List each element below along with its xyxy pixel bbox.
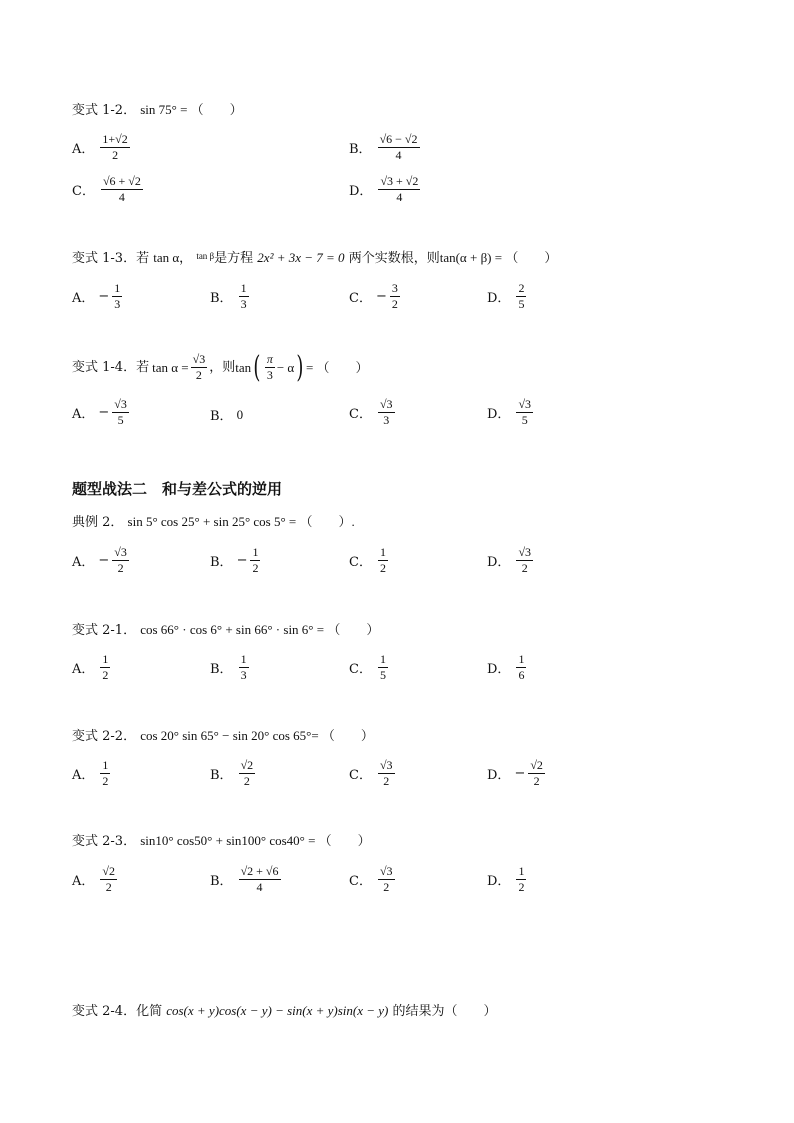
fraction: $\frac{√3}{2}$ [114, 545, 127, 575]
q2-4-stem: 变式 2-4．化简 cos(x + y)cos(x − y) − sin(x + y)sin(x − y) 的结果为（ ） [72, 1003, 497, 1019]
ex2-stem: 典例 2． sin 5° cos 25° + sin 25° cos 5° = （ ）. [72, 514, 355, 530]
fraction: $\frac{\pi}{3}$ [266, 352, 273, 382]
ex2-option-a[interactable]: A． − $\frac{√3}{2}$ [72, 545, 127, 575]
fraction: $\frac{√3}{5}$ [518, 397, 532, 427]
q1-3-option-c[interactable]: C． − $\frac{3}{2}$ [349, 281, 398, 311]
q1-4-option-c[interactable]: C． $\frac{√3}{3}$ [349, 397, 393, 427]
fraction: $\frac{1}{3}$ [240, 281, 247, 311]
fraction: $\frac{1}{2}$ [102, 758, 109, 788]
q2-2-option-a[interactable]: A． $\frac{1}{2}$ [72, 758, 109, 788]
fraction: $\frac{1}{2}$ [252, 545, 259, 575]
ex2-option-b[interactable]: B． − $\frac{1}{2}$ [210, 545, 259, 575]
fraction: $\frac{√6 - √2}{4}$ [379, 132, 418, 162]
ex2-option-d[interactable]: D． $\frac{√3}{2}$ [487, 545, 532, 575]
q2-1-option-a[interactable]: A． $\frac{1}{2}$ [72, 652, 109, 682]
q2-2-option-d[interactable]: D． − $\frac{√2}{2}$ [487, 758, 543, 788]
fraction: $\frac{1}{3}$ [114, 281, 121, 311]
q1-2-expr: sin 75° = （ ） [140, 102, 243, 117]
section-heading: 题型战法二 和与差公式的逆用 [72, 480, 283, 498]
fraction: $\frac{√6 + √2}{4}$ [102, 174, 141, 204]
q1-3-tan-alpha: tan α， [153, 250, 193, 265]
fraction: $\frac{1}{3}$ [240, 652, 247, 682]
fraction: $\frac{1}{5}$ [379, 652, 386, 682]
fraction: $\frac{√3}{2}$ [379, 758, 393, 788]
fraction: $\frac{√3}{3}$ [379, 397, 393, 427]
q2-3-option-a[interactable]: A． $\frac{√2}{2}$ [72, 864, 115, 894]
q1-2-option-b[interactable]: B． $\frac{√6 - √2}{4}$ [349, 132, 418, 162]
fraction: $\frac{1}{2}$ [102, 652, 109, 682]
q2-3-option-c[interactable]: C． $\frac{√3}{2}$ [349, 864, 393, 894]
fraction: $\frac{√3}{2}$ [192, 352, 206, 382]
q2-2-stem: 变式 2-2． cos 20° sin 65° − sin 20° cos 65°= （ ） [72, 728, 374, 744]
q2-2-option-c[interactable]: C． $\frac{√3}{2}$ [349, 758, 393, 788]
q1-3-stem: 变式 1-3．若 tan α， $^{tan \beta}$是方程 2x² + 3x − 7 = 0 两个实数根，则tan(α + β) = （ ） [72, 250, 558, 266]
ex2-option-c[interactable]: C． $\frac{1}{2}$ [349, 545, 386, 575]
q1-4-stem: 变式 1-4．若 tan α = $\frac{√3}{2}$ ，则 tan ( $\frac{\pi}{3}$ − α ) = （ ） [72, 349, 369, 385]
q2-2-option-b[interactable]: B． $\frac{√2}{2}$ [210, 758, 254, 788]
q1-2-title: 变式 1-2． [72, 103, 137, 118]
q1-3-option-d[interactable]: D． $\frac{2}{5}$ [487, 281, 525, 311]
fraction: $\frac{√3 + √2}{4}$ [380, 174, 419, 204]
q2-3-option-d[interactable]: D． $\frac{1}{2}$ [487, 864, 525, 894]
q1-2-option-a[interactable]: A． $\frac{1+√2}{2}$ [72, 132, 128, 162]
q1-2-option-c[interactable]: C． $\frac{√6 + √2}{4}$ [72, 174, 141, 204]
q1-3-tan-beta: tan β [196, 251, 215, 261]
q1-3-ask: tan(α + β) = （ ） [439, 250, 558, 265]
fraction: $\frac{1}{2}$ [379, 545, 386, 575]
q1-3-equation: 2x² + 3x − 7 = 0 [257, 250, 345, 265]
fraction: $\frac{3}{2}$ [391, 281, 398, 311]
q2-1-option-d[interactable]: D． $\frac{1}{6}$ [487, 652, 525, 682]
q2-1-option-c[interactable]: C． $\frac{1}{5}$ [349, 652, 386, 682]
q1-4-option-d[interactable]: D． $\frac{√3}{5}$ [487, 397, 532, 427]
q2-3-option-b[interactable]: B． $\frac{√2 + √6}{4}$ [210, 864, 279, 894]
fraction: $\frac{√3}{2}$ [518, 545, 532, 575]
fraction: $\frac{1}{2}$ [518, 864, 525, 894]
fraction: $\frac{√2}{2}$ [530, 758, 543, 788]
q2-1-option-b[interactable]: B． $\frac{1}{3}$ [210, 652, 247, 682]
fraction: $\frac{√3}{5}$ [114, 397, 127, 427]
q1-2-option-d[interactable]: D． $\frac{√3 + √2}{4}$ [349, 174, 419, 204]
q2-1-stem: 变式 2-1． cos 66° · cos 6° + sin 66° · sin 6° = （ ） [72, 622, 380, 638]
fraction: $\frac{√2}{2}$ [102, 864, 115, 894]
q1-3-option-b[interactable]: B． $\frac{1}{3}$ [210, 281, 247, 311]
q1-4-option-a[interactable]: A． − $\frac{√3}{5}$ [72, 397, 127, 427]
q1-2-stem [72, 101, 243, 120]
fraction: $\frac{1+√2}{2}$ [102, 132, 128, 162]
fraction: $\frac{√2 + √6}{4}$ [240, 864, 279, 894]
fraction: $\frac{2}{5}$ [518, 281, 525, 311]
q1-4-option-b[interactable]: B． 0 [210, 406, 244, 424]
q2-3-stem: 变式 2-3． sin10° cos50° + sin100° cos40° = （ ） [72, 833, 371, 849]
q1-3-option-a[interactable]: A． − $\frac{1}{3}$ [72, 281, 121, 311]
fraction: $\frac{1}{6}$ [518, 652, 525, 682]
fraction: $\frac{√2}{2}$ [240, 758, 254, 788]
fraction: $\frac{√3}{2}$ [379, 864, 393, 894]
